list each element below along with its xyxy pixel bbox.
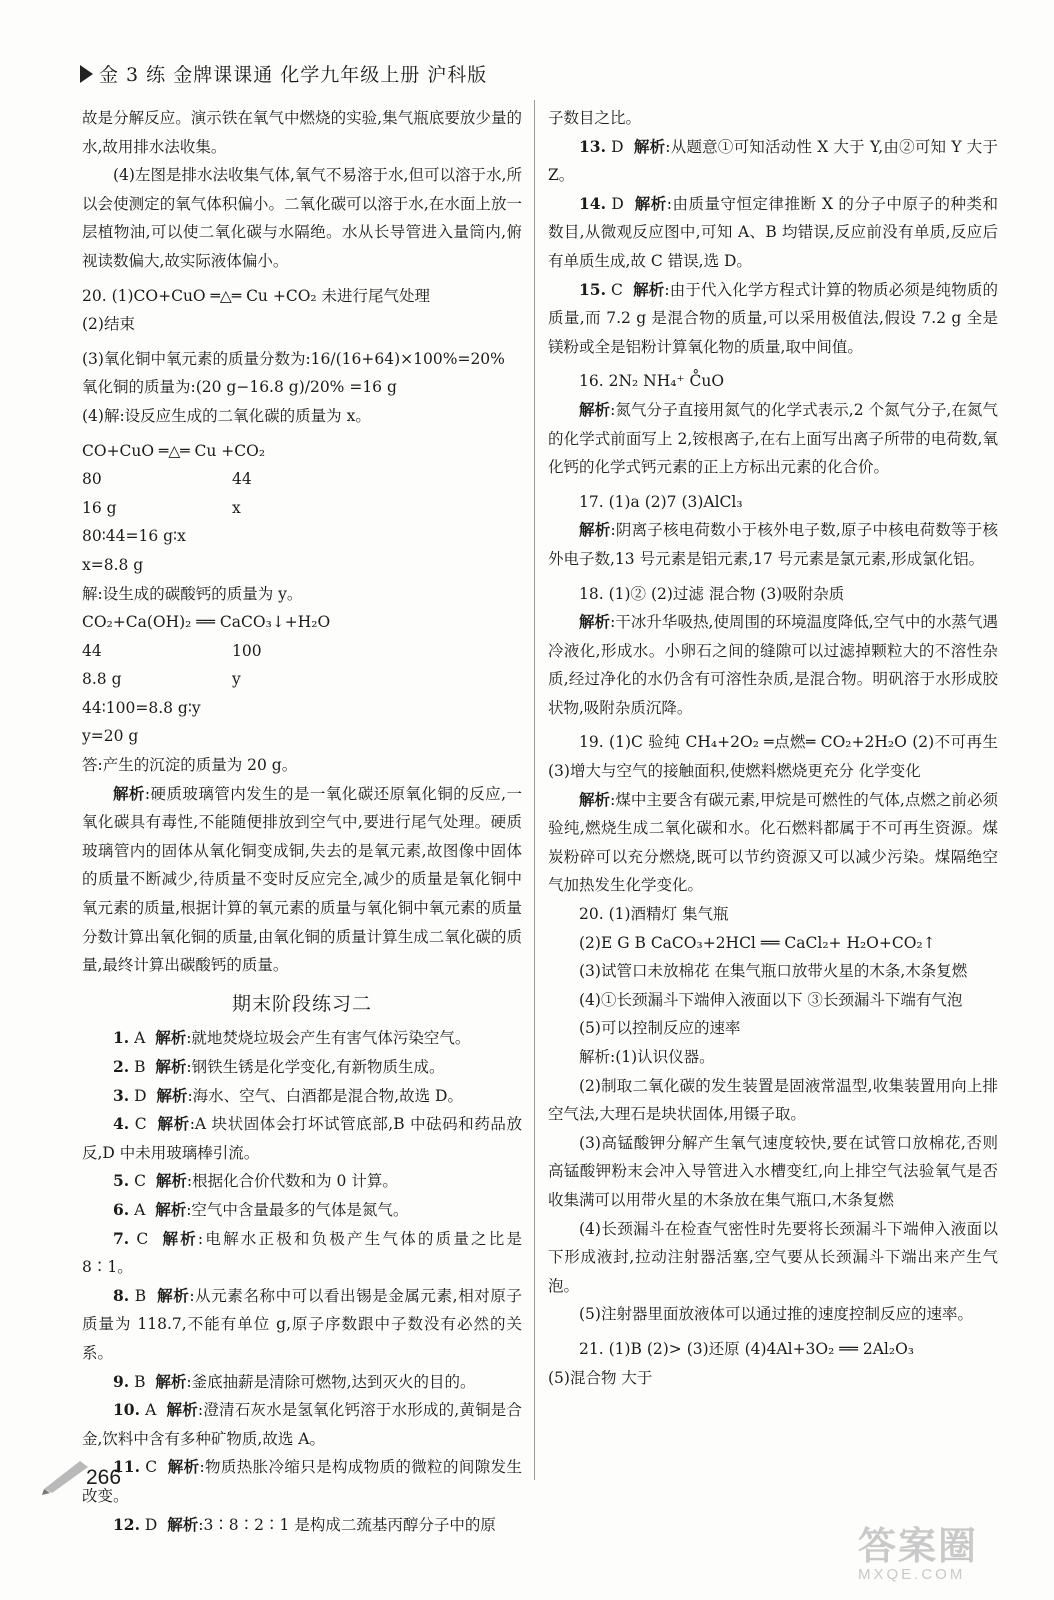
list-item: 8. B 解析:从元素名称中可以看出锡是金属元素,相对原子质量为 118.7,不能有单位 g,原子序数跟中子数没有必然的关系。: [82, 1285, 522, 1362]
list-item: 6. A 解析:空气中含量最多的气体是氮气。: [113, 1199, 409, 1219]
list-item: 14. D 解析:由质量守恒定律推断 X 的分子中原子的种类和数目,从微观反应图中,可知 A、B 均错误,反应前没有单质,反应后有单质生成,故 C 错误,选 D。: [548, 193, 998, 270]
list-item: 13. D 解析:从题意①可知活动性 X 大于 Y,由②可知 Y 大于 Z。: [548, 136, 998, 185]
watermark-sub: MXQE.COM: [858, 1566, 966, 1583]
mass-value: 16 g: [82, 498, 117, 517]
question-20-part-3b: 氧化铜的质量为:(20 g−16.8 g)/20% =16 g: [82, 378, 397, 397]
result: x=8.8 g: [82, 555, 144, 574]
ratio-value: 80: [82, 470, 102, 489]
pencil-decoration: [40, 1455, 240, 1505]
mass-value: x: [232, 498, 241, 517]
list-item: 11. C 解析:物质热胀冷缩只是构成物质的微粒的间隙发生改变。: [82, 1457, 522, 1505]
equation-ratio-row: [82, 637, 522, 666]
analysis: 解析:干冰升华吸热,使周围的环境温度降低,空气中的水蒸气遇冷液化,形成水。小卵石之间的缝隙可以过滤掉颗粒大的不溶性杂质,经过净化的水仍含有可溶性杂质,是混合物。明矾溶于水形成胶状物,吸附杂质沉降。: [548, 612, 998, 717]
section-title: 期末阶段练习二: [231, 992, 372, 1015]
analysis: 解析:阴离子核电荷数小于核外电子数,原子中核电荷数等于核外电子数,13 号元素是铝元素,17 号元素是氯元素,形成氯化铝。: [548, 520, 998, 568]
question-20-part-2: (2)结束: [82, 315, 135, 334]
question-18: 18. (1)② (2)过滤 混合物 (3)吸附杂质: [579, 584, 845, 603]
question-20-part-2: (2)E G B CaCO₃+2HCl ══ CaCl₂+ H₂O+CO₂↑: [579, 933, 936, 952]
list-item: 12. D 解析:3∶8∶2∶1 是构成二巯基丙醇分子中的原: [113, 1514, 496, 1534]
question-19: 19. (1)C 验纯 CH₄+2O₂ ═点燃═ CO₂+2H₂O (2)不可再生 (3)增大与空气的接触面积,使燃料燃烧更充分 化学变化: [548, 733, 998, 781]
question-20-part-3: (3)氧化铜中氧元素的质量分数为:16/(16+64)×100%=20%: [82, 349, 505, 368]
equation-ratio-row: [82, 465, 522, 494]
question-20-part-4: (4)①长颈漏斗下端伸入液面以下 ③长颈漏斗下端有气泡: [579, 990, 963, 1009]
ratio-value: 44: [232, 470, 252, 489]
analysis: (2)制取二氧化碳的发生装置是固液常温型,收集装置用向上排空气法,大理石是块状固体,用镊子取。: [548, 1076, 998, 1124]
question-17: 17. (1)a (2)7 (3)AlCl₃: [579, 492, 743, 511]
analysis: (4)长颈漏斗在检查气密性时先要将长颈漏斗下端伸入液面以下形成液封,拉动注射器活塞,空气要从长颈漏斗下端出来产生气泡。: [548, 1219, 998, 1295]
solution-intro: 解:设生成的碳酸钙的质量为 y。: [82, 584, 303, 603]
analysis: (5)注射器里面放液体可以通过推的速度控制反应的速率。: [579, 1305, 973, 1324]
play-triangle-icon: [80, 65, 93, 83]
ratio-value: 44: [82, 641, 102, 660]
column-divider: [534, 100, 535, 1480]
paragraph: 子数目之比。: [548, 109, 642, 127]
right-column: [548, 104, 998, 1392]
question-20-part-5: (5)可以控制反应的速率: [579, 1019, 741, 1038]
analysis-label: 解析: [113, 783, 145, 803]
list-item: 10. A 解析:澄清石灰水是氢氧化钙溶于水形成的,黄铜是合金,饮料中含有多种矿物质,故选 A。: [82, 1400, 522, 1448]
list-item: 3. D 解析:海水、空气、白酒都是混合物,故选 D。: [113, 1085, 463, 1105]
equation: CO+CuO ═△═ Cu +CO₂: [82, 441, 266, 460]
question-16: 16. 2N₂ NH₄⁺ C̊uO: [579, 372, 725, 391]
watermark-logo: [858, 1515, 1028, 1585]
running-header: [80, 60, 1000, 90]
paragraph: 故是分解反应。演示铁在氧气中燃烧的实验,集气瓶底要放少量的水,故用排水法收集。: [82, 109, 522, 156]
list-item: 7. C 解析:电解水正极和负极产生气体的质量之比是 8∶1。: [82, 1228, 522, 1277]
equation: CO₂+Ca(OH)₂ ══ CaCO₃↓+H₂O: [82, 613, 331, 632]
left-column: [82, 104, 522, 1539]
list-item: 15. C 解析:由于代入化学方程式计算的物质必须是纯物质的质量,而 7.2 g 是混合物的质量,可以采用极值法,假设 7.2 g 全是镁粉或全是铝粉计算氧化物的质量,取中间值。: [548, 279, 998, 356]
result: y=20 g: [82, 727, 139, 746]
question-20-part-4: (4)解:设反应生成的二氧化碳的质量为 x。: [82, 406, 371, 425]
analysis: [82, 780, 522, 980]
equation-mass-row: [82, 665, 522, 694]
watermark-main: 答案圈: [858, 1526, 979, 1568]
question-20-part-3: (3)试管口未放棉花 在集气瓶口放带火星的木条,木条复燃: [579, 962, 968, 981]
header-title: 金 3 练 金牌课课通 化学九年级上册 沪科版: [99, 64, 488, 86]
page-number: 266: [86, 1466, 122, 1489]
list-item: 9. B 解析:釜底抽薪是清除可燃物,达到灭火的目的。: [113, 1371, 476, 1391]
proportion: 80∶44=16 g∶x: [82, 527, 186, 546]
list-item: 2. B 解析:钢铁生锈是化学变化,有新物质生成。: [113, 1057, 445, 1076]
paragraph: (4)左图是排水法收集气体,氧气不易溶于水,但可以溶于水,所以会使测定的氧气体积偏小。二氧化碳可以溶于水,在水面上放一层植物油,可以使二氧化碳与水隔绝。水从长导管进入量筒内,俯视读数偏大,故实际液体偏小。: [82, 166, 522, 270]
question-20-part-1: 20. (1)酒精灯 集气瓶: [579, 905, 729, 924]
ratio-value: 100: [232, 641, 262, 660]
list-item: 1. A 解析:就地焚烧垃圾会产生有害气体污染空气。: [113, 1028, 471, 1048]
list-item: 4. C 解析:A 块状固体会打坏试管底部,B 中砝码和药品放反,D 中未用玻璃棒引流。: [82, 1114, 522, 1162]
analysis: 解析:煤中主要含有碳元素,甲烷是可燃性的气体,点燃之前必须验纯,燃烧生成二氧化碳和水。化石燃料都属于不可再生资源。煤炭粉碎可以充分燃烧,既可以节约资源又可以减少污染。煤隔绝空气加热发生化学变化。: [548, 789, 998, 895]
analysis-text: :硬质玻璃管内发生的是一氧化碳还原氧化铜的反应,一氧化碳具有毒性,不能随便排放到空气中,要进行尾气处理。硬质玻璃管内的固体从氧化铜变成铜,失去的是氧元素,故图像中固体的质量不断减少,待质量不变时反应完全,减少的质量是氧化铜中氧元素的质量,根据计算的氧元素的质量与氧化铜中氧元素的质量分数计算出氧化铜的质量,由氧化铜的质量计算生成二氧化碳的质量,最终计算出碳酸钙的质量。: [82, 784, 522, 975]
proportion: 44∶100=8.8 g∶y: [82, 698, 201, 717]
list-item: 5. C 解析:根据化合价代数和为 0 计算。: [113, 1171, 398, 1191]
analysis: (3)高锰酸钾分解产生氧气速度较快,要在试管口放棉花,否则高锰酸钾粉末会冲入导管进入水槽变红,向上排空气法验氧气是否收集满可以用带火星的木条放在集气瓶口,木条复燃: [548, 1133, 998, 1209]
question-21: 21. (1)B (2)> (3)还原 (4)4Al+3O₂ ══ 2Al₂O₃: [579, 1339, 915, 1358]
answer: 答:产生的沉淀的质量为 20 g。: [82, 756, 298, 775]
mass-value: 8.8 g: [82, 670, 122, 689]
mass-value: y: [232, 670, 241, 689]
equation-mass-row: [82, 494, 522, 523]
analysis: 解析:氮气分子直接用氮气的化学式表示,2 个氮气分子,在氮气的化学式前面写上 2,铵根离子,在右上面写出离子所带的电荷数,氧化钙的化学式钙元素的正上方标出元素的化合价。: [548, 399, 998, 477]
question-20-part-1: 20. (1)CO+CuO ═△═ Cu +CO₂ 未进行尾气处理: [82, 286, 431, 305]
question-21-part-5: (5)混合物 大于: [548, 1368, 653, 1387]
analysis: 解析:(1)认识仪器。: [579, 1048, 715, 1066]
